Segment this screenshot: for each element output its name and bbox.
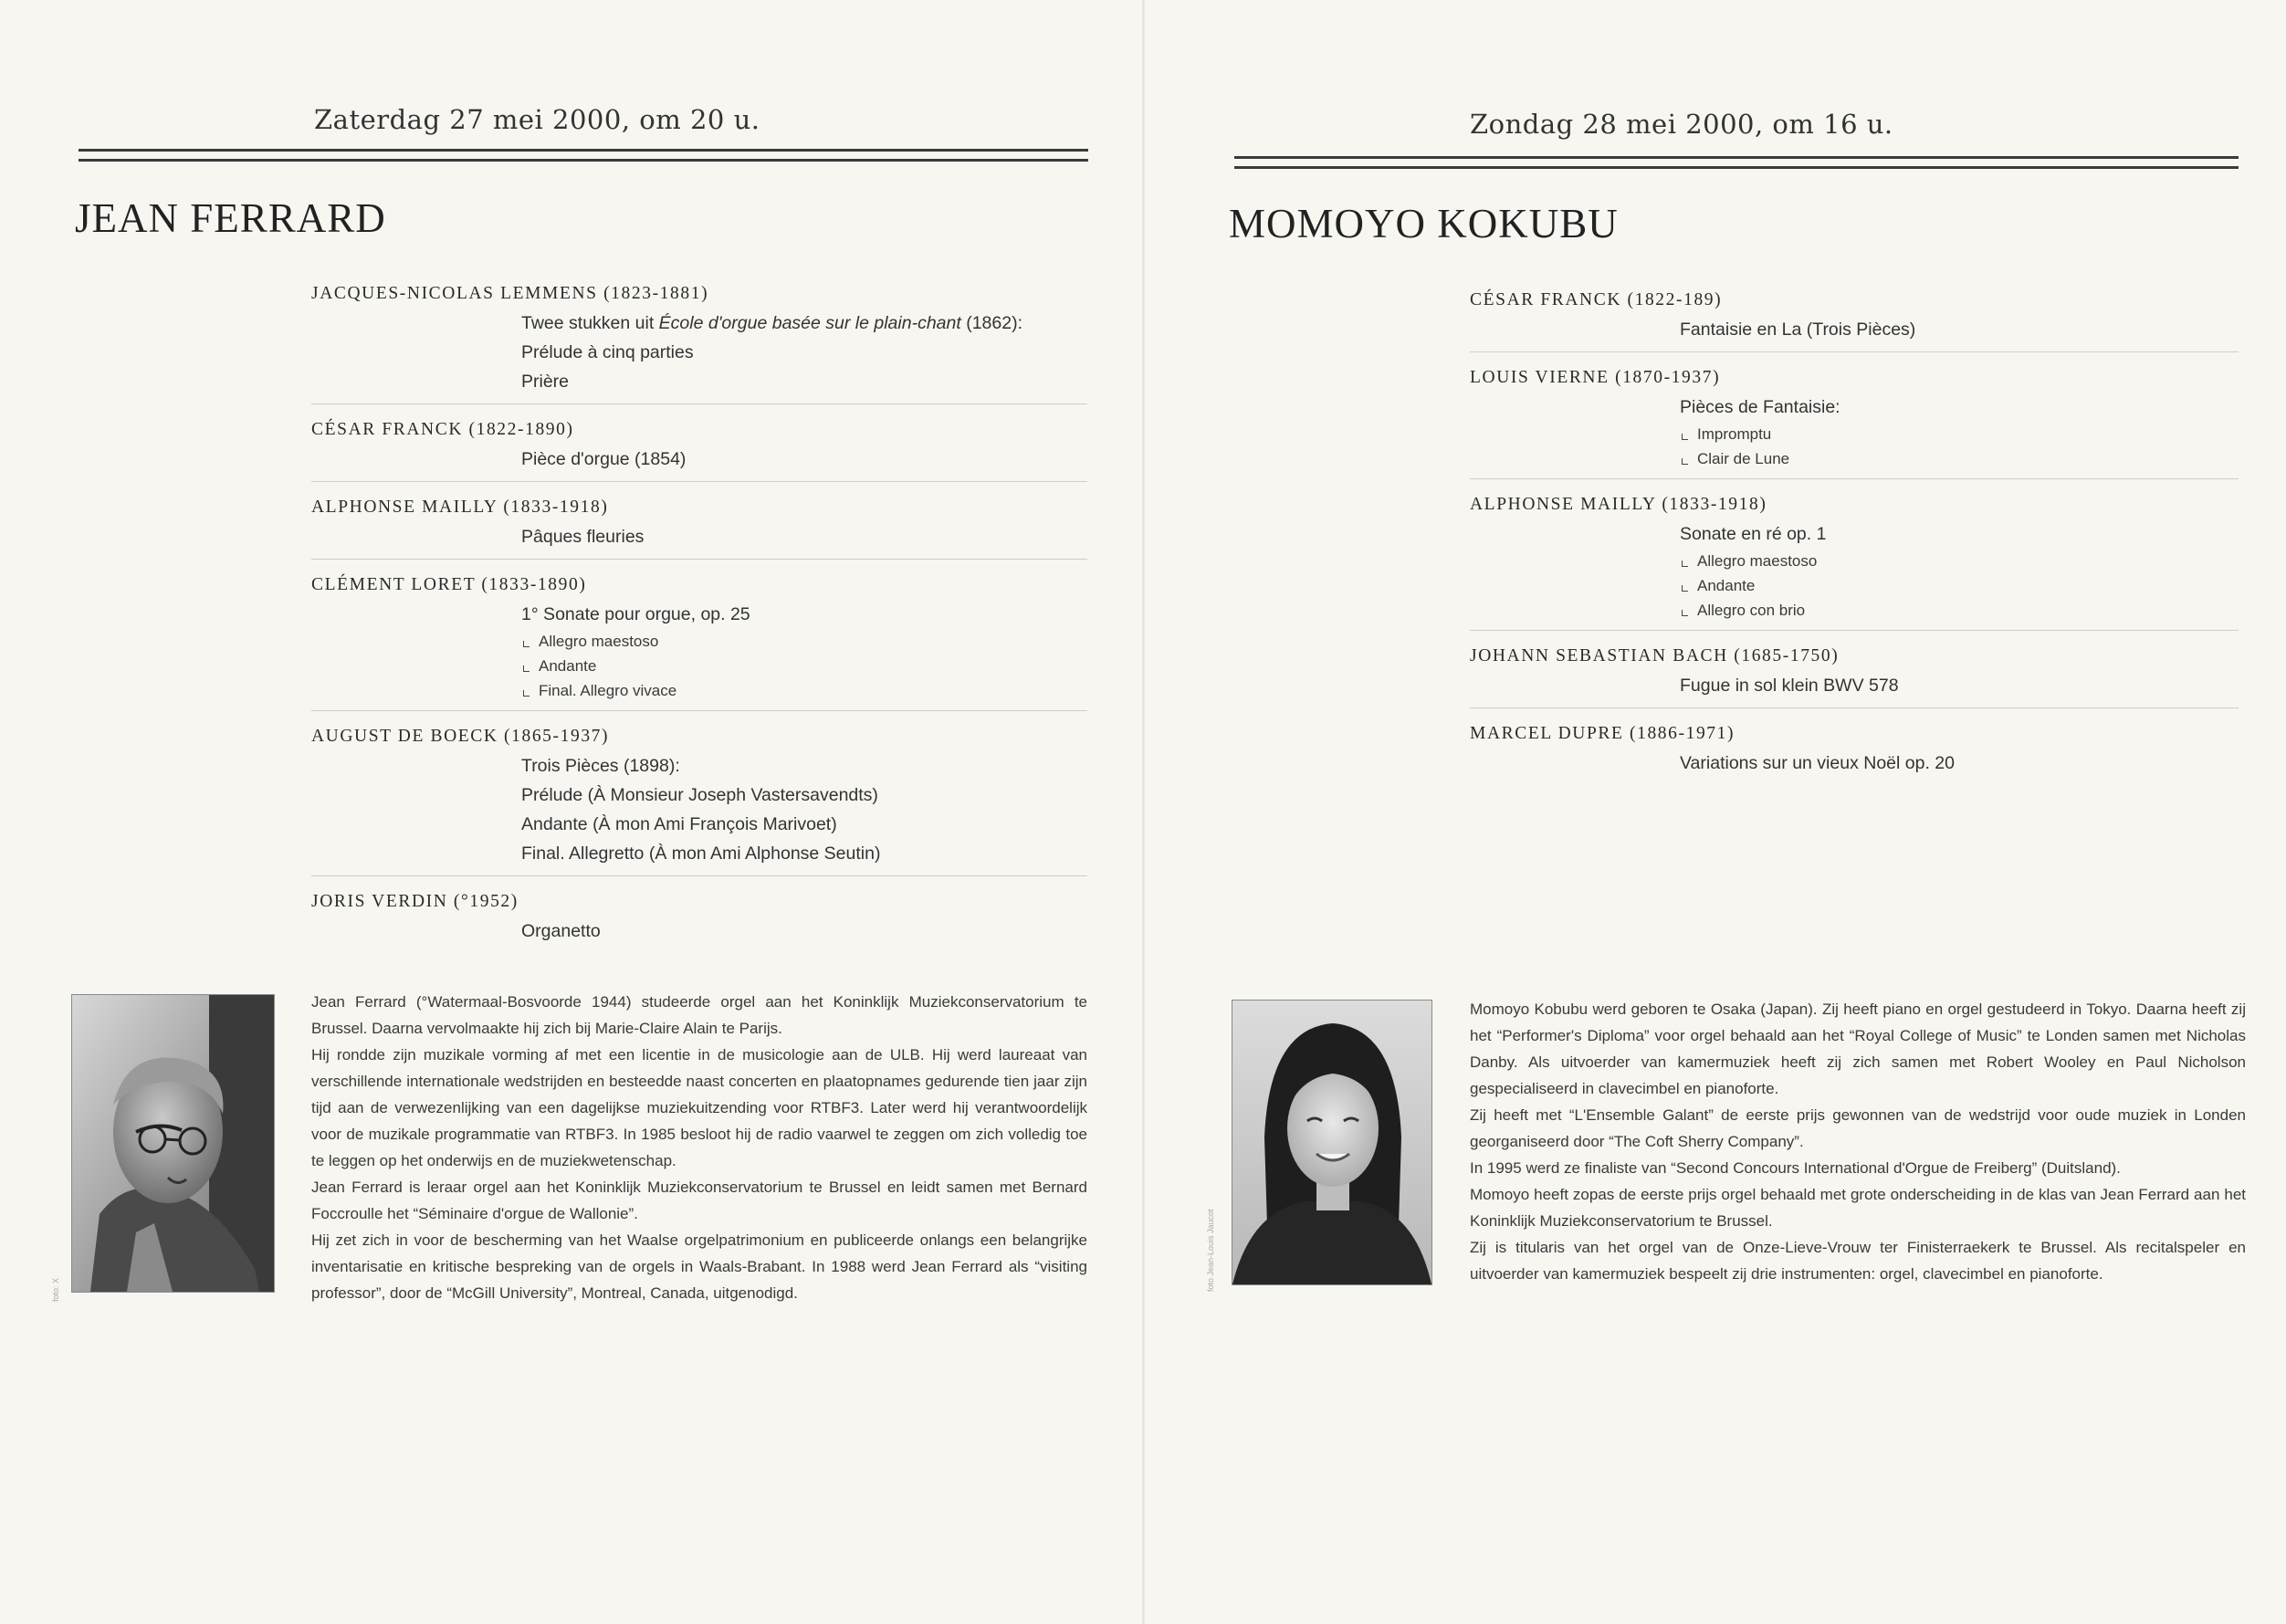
movement: Allegro maestoso: [1680, 549, 2239, 573]
work-title: Trois Pièces (1898):: [521, 756, 680, 776]
checkbox-bullet-icon: [1682, 610, 1688, 616]
work-title: 1° Sonate pour orgue, op. 25: [521, 604, 750, 624]
work-title: Pâques fleuries: [521, 527, 645, 547]
composer-name: ALPHONSE MAILLY (1833-1918): [311, 498, 609, 517]
program-item: [311, 887, 1087, 953]
checkbox-bullet-icon: [1682, 434, 1688, 440]
header-rule: [79, 149, 1088, 162]
portrait-image: [72, 995, 274, 1292]
composer-name: AUGUST DE BOECK (1865-1937): [311, 727, 610, 746]
work-title: Final. Allegretto (À mon Ami Alphonse Seutin): [521, 843, 881, 864]
performer-name: JEAN FERRARD: [75, 195, 386, 241]
work-title: Fugue in sol klein BWV 578: [1680, 676, 1899, 696]
work-title: Pièce d'orgue (1854): [521, 449, 687, 469]
program-item: [311, 722, 1087, 876]
bio-paragraph: Hij zet zich in voor de bescherming van het Waalse orgelpatrimonium en publiceerde onlangs een belangrijke inventarisatie en kritische bespreking van de orgels in Waals-Brabant. In 1988 werd Jean Ferrard als “visiting professor”, door de “McGill University”, Montreal, Canada, uitgenodigd.: [311, 1231, 1087, 1302]
composer-name: JACQUES-NICOLAS LEMMENS (1823-1881): [311, 284, 709, 303]
bio-paragraph: In 1995 werd ze finaliste van “Second Concours International d'Orgue de Freiberg” (Duitsland).: [1470, 1159, 2121, 1177]
performer-photo: [1232, 1000, 1432, 1285]
work-title: Fantaisie en La (Trois Pièces): [1680, 320, 1916, 340]
composer-name: LOUIS VIERNE (1870-1937): [1470, 368, 1721, 387]
bio-paragraph: Jean Ferrard is leraar orgel aan het Koninklijk Muziekconservatorium te Brussel en leidt samen met Bernard Foccroulle het “Séminaire d'orgue de Wallonie”.: [311, 1179, 1087, 1222]
header-rule: [1234, 156, 2239, 169]
concert-date: Zondag 28 mei 2000, om 16 u.: [1470, 109, 1893, 140]
program-item: [311, 493, 1087, 560]
photo-credit: foto Jean-Louis Jaucot: [1206, 1209, 1215, 1292]
checkbox-bullet-icon: [1682, 585, 1688, 592]
concert-program: [1470, 286, 2239, 796]
performer-biography: [1470, 996, 2246, 1287]
composer-name: MARCEL DUPRE (1886-1971): [1470, 724, 1735, 743]
performer-photo: [71, 994, 275, 1293]
bio-paragraph: Zij is titularis van het orgel van de Onze-Lieve-Vrouw ter Finisterraekerk te Brussel. Als recitalspeler en uitvoerder van kamermuziek bespeelt zij drie instrumenten: orgel, clavecimbel en pianoforte.: [1470, 1239, 2246, 1283]
work-title: Andante (À mon Ami François Marivoet): [521, 814, 837, 834]
concert-date: Zaterdag 27 mei 2000, om 20 u.: [314, 104, 760, 135]
right-page: [1145, 0, 2286, 1624]
composer-name: CLÉMENT LORET (1833-1890): [311, 575, 587, 594]
left-page: [0, 0, 1142, 1624]
movement: Andante: [1680, 573, 2239, 598]
checkbox-bullet-icon: [523, 641, 530, 647]
movement: Final. Allegro vivace: [521, 678, 1087, 703]
program-item: [311, 415, 1087, 482]
bio-paragraph: Jean Ferrard (°Watermaal-Bosvoorde 1944) studeerde orgel aan het Koninklijk Muziekconservatorium te Brussel. Daarna vervolmaakte hij zich bij Marie-Claire Alain te Parijs.: [311, 993, 1087, 1037]
movement: Allegro maestoso: [521, 629, 1087, 654]
performer-biography: [311, 989, 1087, 1306]
checkbox-bullet-icon: [523, 665, 530, 672]
bio-paragraph: Momoyo Kobubu werd geboren te Osaka (Japan). Zij heeft piano en orgel gestudeerd in Tokyo. Daarna heeft zij het “Performer's Diploma” voor orgel behaald aan het “Royal College of Music” te Londen samen met Nicholas Danby. Als uitvoerder van kamermuziek heeft zij zich samen met Robert Wooley en Paul Nicholson gespecialiseerd in clavecimbel en pianoforte.: [1470, 1001, 2246, 1097]
movement: Clair de Lune: [1680, 446, 2239, 471]
performer-name: MOMOYO KOKUBU: [1229, 201, 1619, 246]
photo-credit: foto: X: [51, 1277, 60, 1302]
work-title: Organetto: [521, 921, 601, 941]
work-title: Variations sur un vieux Noël op. 20: [1680, 753, 1955, 773]
program-item: [1470, 490, 2239, 631]
composer-name: ALPHONSE MAILLY (1833-1918): [1470, 495, 1767, 514]
work-title: Pièces de Fantaisie:: [1680, 397, 1840, 417]
checkbox-bullet-icon: [1682, 458, 1688, 465]
movement: Impromptu: [1680, 422, 2239, 446]
bio-paragraph: Hij rondde zijn muzikale vorming af met een licentie in de musicologie aan de ULB. Hij werd laureaat van verschillende internationale wedstrijden en besteedde naast concerten en plaatopnames gedurende tien jaar zijn tijd aan de verwezenlijking van een dagelijkse muziekuitzending voor RTBF3. Later werd hij verantwoordelijk voor de muzikale programmatie van RTBF3. In 1985 besloot hij de radio vaarwel te zeggen om zich volledig toe te leggen op het onderwijs en de muziekwetenschap.: [311, 1046, 1087, 1169]
movement: Andante: [521, 654, 1087, 678]
composer-name: JOHANN SEBASTIAN BACH (1685-1750): [1470, 646, 1840, 665]
composer-name: CÉSAR FRANCK (1822-189): [1470, 290, 1723, 309]
program-item: [1470, 363, 2239, 479]
work-title: Prélude à cinq parties: [521, 342, 694, 362]
work-title: Sonate en ré op. 1: [1680, 524, 1827, 544]
checkbox-bullet-icon: [1682, 561, 1688, 567]
composer-name: CÉSAR FRANCK (1822-1890): [311, 420, 574, 439]
checkbox-bullet-icon: [523, 690, 530, 697]
movement: Allegro con brio: [1680, 598, 2239, 623]
composer-name: JORIS VERDIN (°1952): [311, 892, 519, 911]
program-item: [1470, 642, 2239, 708]
program-item: [311, 571, 1087, 711]
bio-paragraph: Zij heeft met “L'Ensemble Galant” de eerste prijs gewonnen van de wedstrijd voor oude muziek in Londen georganiseerd door “The Coft Sherry Company”.: [1470, 1106, 2246, 1150]
work-title: Prière: [521, 372, 570, 392]
program-item: [311, 279, 1087, 404]
work-title: Prélude (À Monsieur Joseph Vastersavendts): [521, 785, 878, 805]
work-title: Twee stukken uit École d'orgue basée sur le plain-chant (1862):: [521, 313, 1022, 333]
concert-program: [311, 279, 1087, 964]
bio-paragraph: Momoyo heeft zopas de eerste prijs orgel behaald met grote onderscheiding in de klas van Jean Ferrard aan het Koninklijk Muziekconservatorium te Brussel.: [1470, 1186, 2246, 1230]
program-item: [1470, 286, 2239, 352]
program-item: [1470, 719, 2239, 785]
portrait-image: [1232, 1001, 1431, 1284]
